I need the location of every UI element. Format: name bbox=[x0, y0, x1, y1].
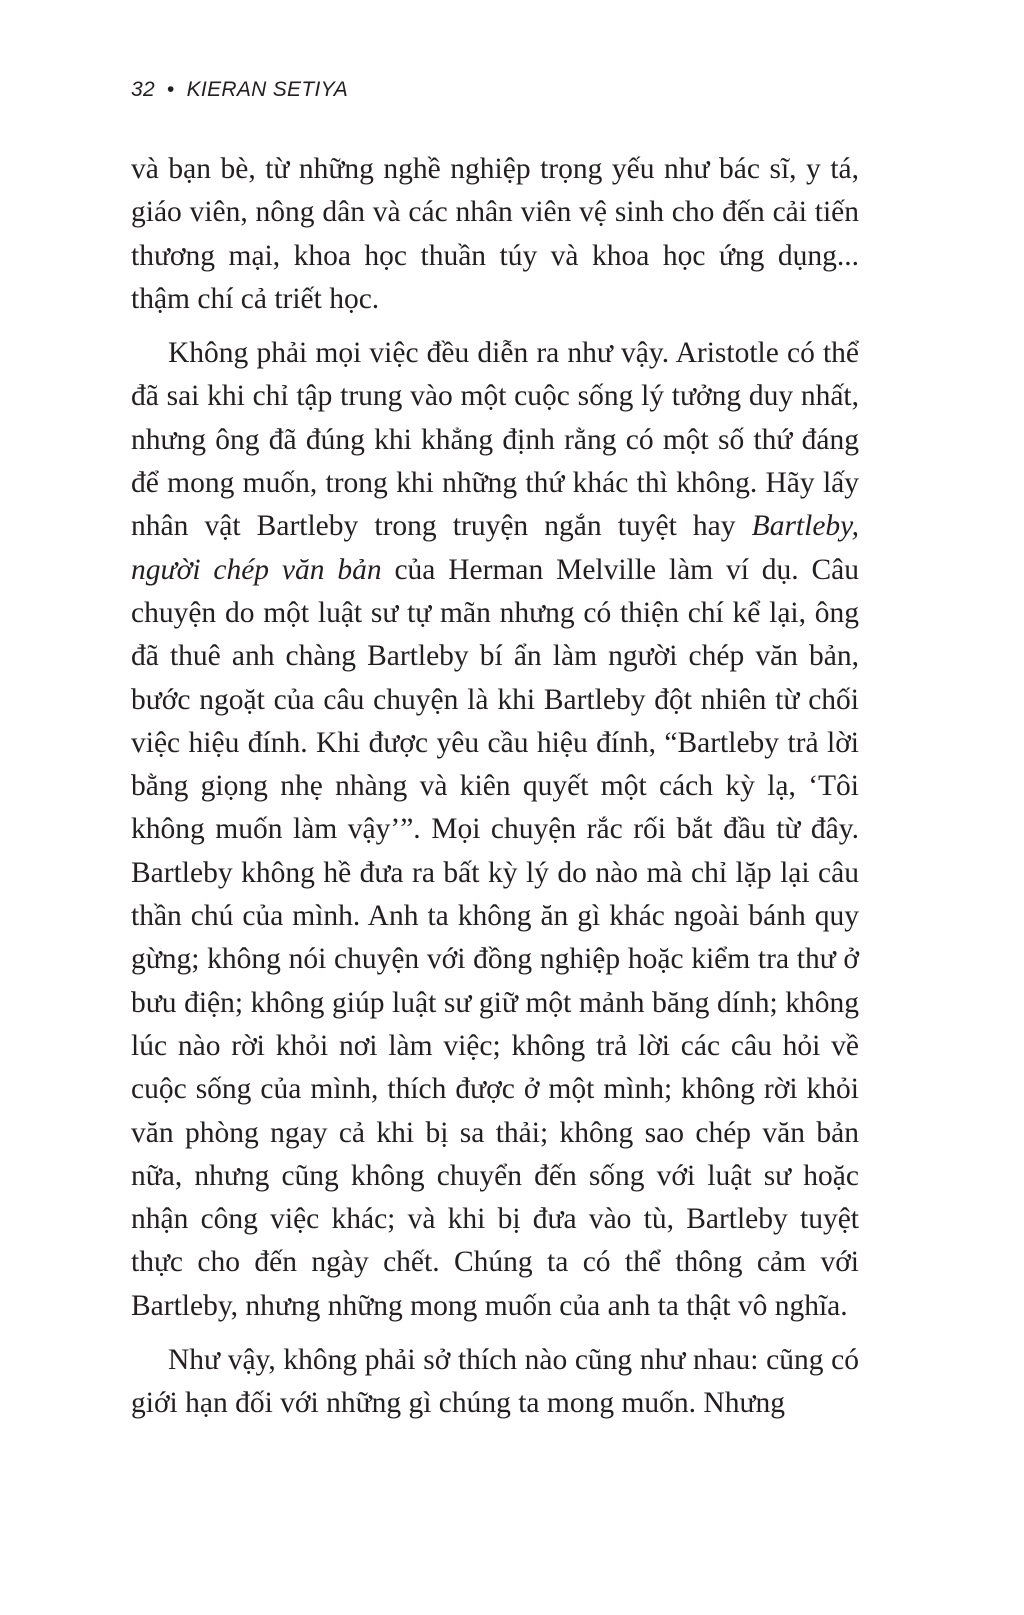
paragraph-1-text: và bạn bè, từ những nghề nghiệp trọng yếu như bác sĩ, y tá, giáo viên, nông dân và các nhân viên vệ sinh cho đến cải tiến thương mại, khoa học thuần túy và khoa học ứng dụng... thậm chí cả triết học. bbox=[131, 153, 859, 315]
paragraph-2-text-a: Không phải mọi việc đều diễn ra như vậy. Aristotle có thể đã sai khi chỉ tập trung vào một cuộc sống lý tưởng duy nhất, nhưng ông đã đúng khi khẳng định rằng có một số thứ đáng để mong muốn, trong khi những thứ khác thì không. Hãy lấy nhân vật Bartleby trong truyện ngắn tuyệt hay bbox=[131, 337, 859, 543]
page-number: 32 bbox=[131, 78, 155, 101]
body-text bbox=[131, 148, 859, 1426]
paragraph-3 bbox=[131, 1339, 859, 1426]
running-head bbox=[131, 78, 348, 102]
author-name: KIERAN SETIYA bbox=[186, 78, 349, 101]
paragraph-2 bbox=[131, 332, 859, 1328]
paragraph-1 bbox=[131, 148, 859, 321]
paragraph-3-text: Như vậy, không phải sở thích nào cũng như nhau: cũng có giới hạn đối với những gì chúng ta mong muốn. Nhưng bbox=[131, 1344, 859, 1420]
header-separator: • bbox=[166, 78, 175, 101]
book-title-italic: Bartleby, người chép văn bản bbox=[131, 510, 859, 586]
paragraph-2-text-b: của Herman Melville làm ví dụ. Câu chuyện do một luật sư tự mãn nhưng có thiện chí kể lại, ông đã thuê anh chàng Bartleby bí ẩn làm người chép văn bản, bước ngoặt của câu chuyện là khi Bartleby đột nhiên từ chối việc hiệu đính. Khi được yêu cầu hiệu đính, “Bartleby trả lời bằng giọng nhẹ nhàng và kiên quyết một cách kỳ lạ, ‘Tôi không muốn làm vậy’”. Mọi chuyện rắc rối bắt đầu từ đây. Bartleby không hề đưa ra bất kỳ lý do nào mà chỉ lặp lại câu thần chú của mình. Anh ta không ăn gì khác ngoài bánh quy gừng; không nói chuyện với đồng nghiệp hoặc kiểm tra thư ở bưu điện; không giúp luật sư giữ một mảnh băng dính; không lúc nào rời khỏi nơi làm việc; không trả lời các câu hỏi về cuộc sống của mình, thích được ở một mình; không rời khỏi văn phòng ngay cả khi bị sa thải; không sao chép văn bản nữa, nhưng cũng không chuyển đến sống với luật sư hoặc nhận công việc khác; và khi bị đưa vào tù, Bartleby tuyệt thực cho đến ngày chết. Chúng ta có thể thông cảm với Bartleby, nhưng những mong muốn của anh ta thật vô nghĩa. bbox=[131, 553, 860, 1322]
